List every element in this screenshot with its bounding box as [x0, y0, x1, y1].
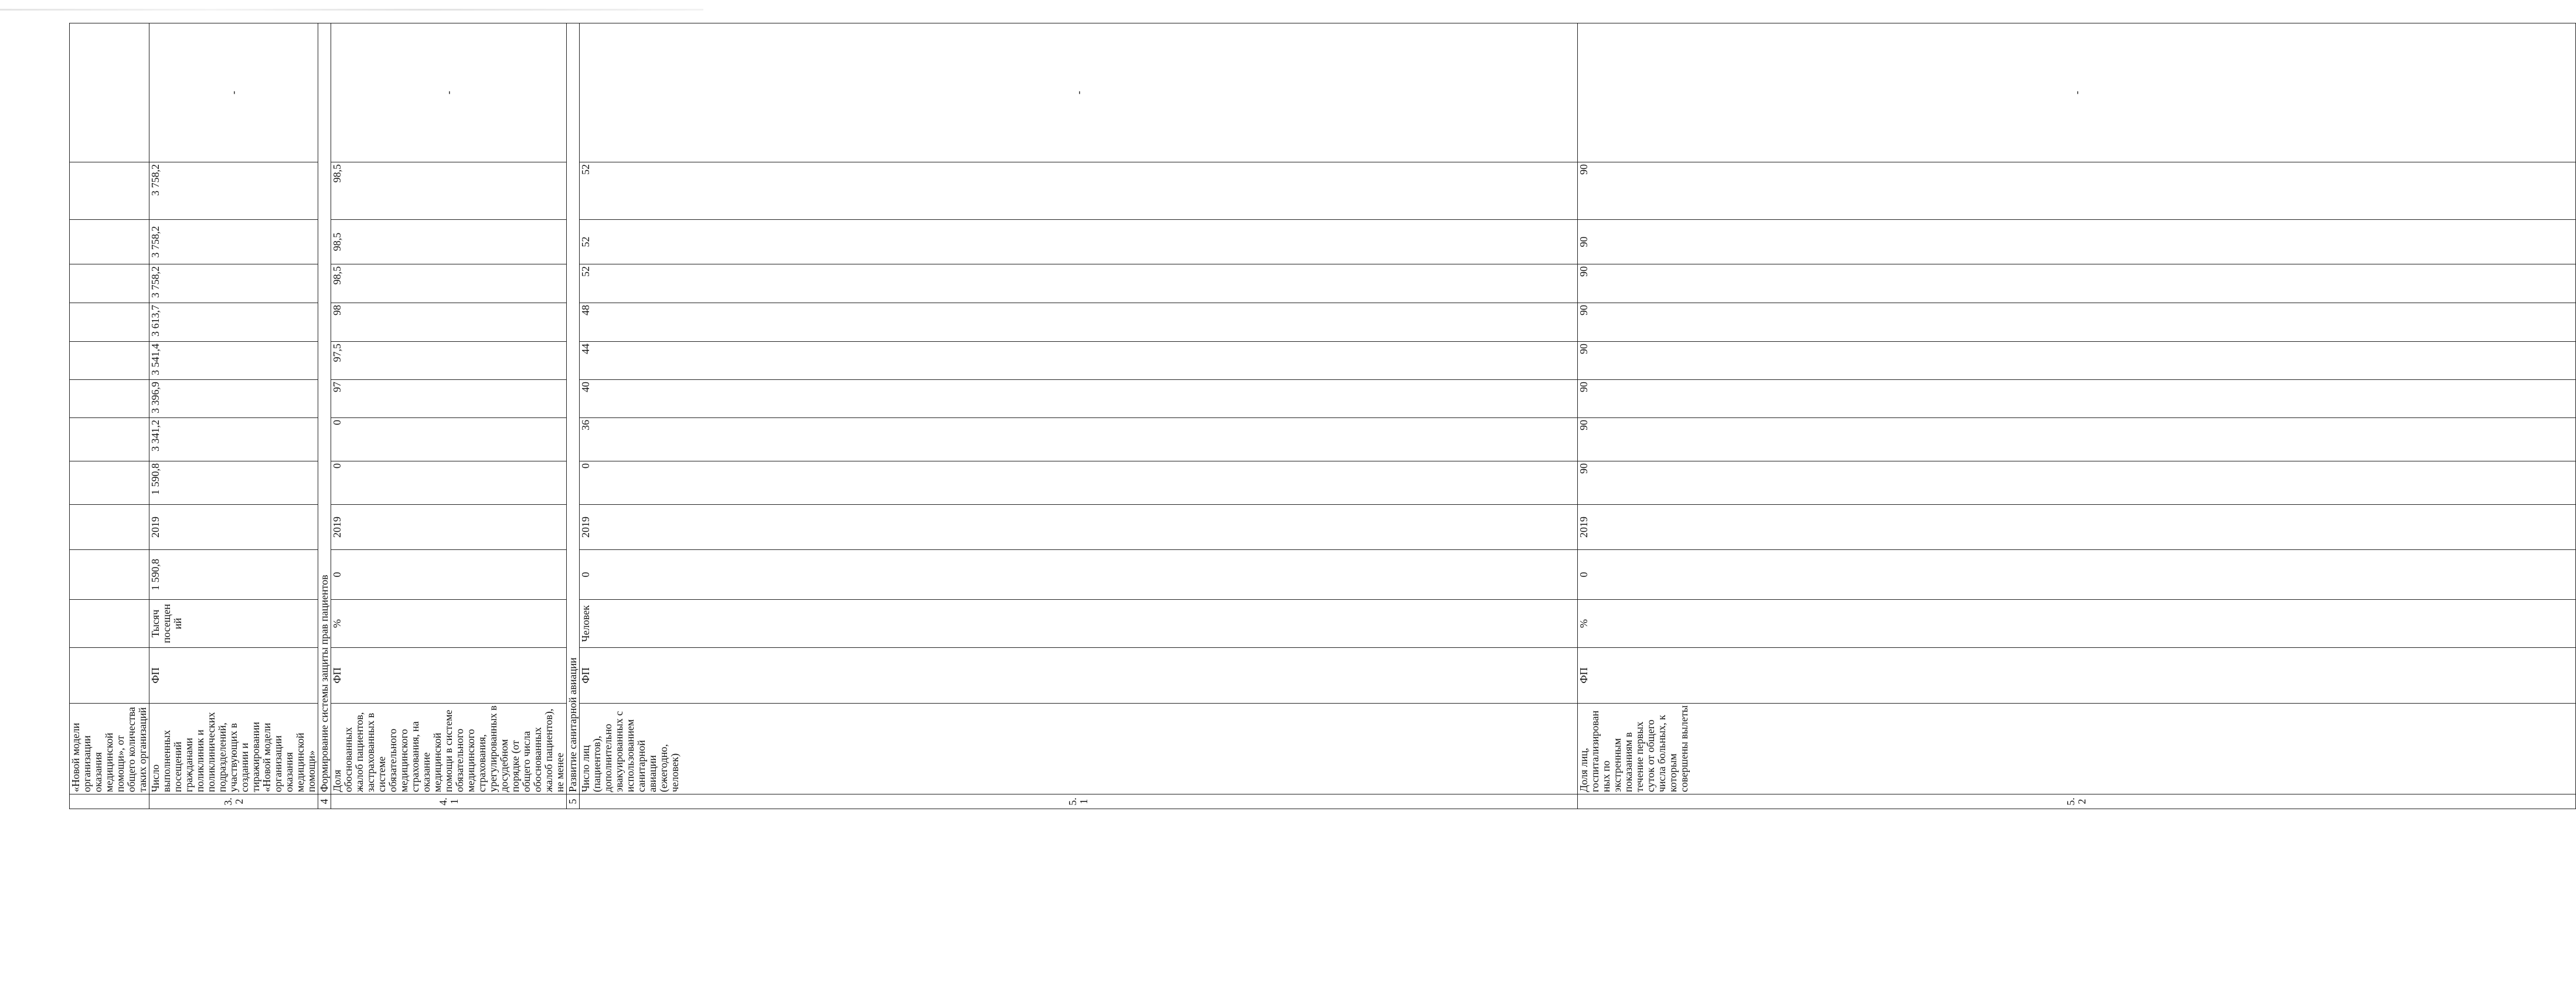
year-value: [70, 380, 149, 418]
year-value: 90: [1578, 461, 2576, 505]
year-value: 90: [1578, 380, 2576, 418]
year-value: 48: [580, 303, 1578, 342]
extra-value: -: [1578, 23, 2576, 162]
year-value: [70, 264, 149, 303]
year-value: [70, 162, 149, 220]
indicator-name: Доля обоснованных жалоб пациентов, застрахованных в системе обязательного медицинского страхования, на оказание медицинской помощи в системе обязательного медицинского страхования, урегулированных в досудебном порядке (от общего числа обоснованных жалоб пациентов), не менее: [331, 704, 567, 794]
unit: [70, 600, 149, 648]
year-value: 3 758,2: [149, 264, 318, 303]
year-value: 98,5: [331, 264, 567, 303]
year-value: [70, 303, 149, 342]
base-year: 2019: [331, 505, 567, 550]
year-value: 1 590,8: [149, 461, 318, 505]
indicator-type: ФП: [331, 648, 567, 704]
section-title: Развитие санитарной авиации: [567, 23, 580, 794]
indicators-table: [69, 23, 2576, 809]
year-value: 3 541,4: [149, 342, 318, 380]
extra-value: -: [331, 23, 567, 162]
year-value: 40: [580, 380, 1578, 418]
year-value: 90: [1578, 342, 2576, 380]
base-value: [70, 550, 149, 600]
table-row: [70, 23, 149, 809]
base-year: 2019: [1578, 505, 2576, 550]
year-value: 3 758,2: [149, 162, 318, 220]
year-value: 0: [331, 461, 567, 505]
year-value: [70, 461, 149, 505]
year-value: 97: [331, 380, 567, 418]
section-title: Формирование системы защиты прав пациентов: [318, 23, 331, 794]
extra-value: -: [149, 23, 318, 162]
year-value: 44: [580, 342, 1578, 380]
section-row: [318, 23, 331, 809]
year-value: 3 613,7: [149, 303, 318, 342]
year-value: 90: [1578, 264, 2576, 303]
year-value: 98,5: [331, 220, 567, 264]
year-value: 90: [1578, 303, 2576, 342]
table-row: [149, 23, 318, 809]
table-row: [331, 23, 567, 809]
year-value: 98: [331, 303, 567, 342]
year-value: [70, 342, 149, 380]
extra-value: -: [580, 23, 1578, 162]
year-value: 97,5: [331, 342, 567, 380]
base-year: [70, 505, 149, 550]
indicator-type: ФП: [1578, 648, 2576, 704]
year-value: 0: [331, 418, 567, 461]
rotated-table-container: [69, 47, 2088, 809]
indicator-type: [70, 648, 149, 704]
year-value: 52: [580, 220, 1578, 264]
base-year: 2019: [149, 505, 318, 550]
base-value: 0: [331, 550, 567, 600]
row-number: 3.2: [149, 794, 318, 809]
unit: %: [1578, 600, 2576, 648]
unit: %: [331, 600, 567, 648]
indicator-type: ФП: [149, 648, 318, 704]
section-number: 5: [567, 794, 580, 809]
row-number: 5.2: [1578, 794, 2576, 809]
unit: Человек: [580, 600, 1578, 648]
indicator-name: Число лиц (пациентов), дополнительно эвакуированных с использованием санитарной авиации (ежегодно, человек): [580, 704, 1578, 794]
indicator-type: ФП: [580, 648, 1578, 704]
unit: Тысяч посещений: [149, 600, 318, 648]
row-number: [70, 794, 149, 809]
row-number: 5.1: [580, 794, 1578, 809]
table-row: [1578, 23, 2576, 809]
year-value: 52: [580, 162, 1578, 220]
indicator-name: Доля лиц, госпитализированных по экстренным показаниям в течение первых суток от общего числа больных, к которым совершены вылеты: [1578, 704, 2576, 794]
year-value: [70, 418, 149, 461]
year-value: 90: [1578, 162, 2576, 220]
base-value: 0: [580, 550, 1578, 600]
year-value: 0: [580, 461, 1578, 505]
row-number: 4.1: [331, 794, 567, 809]
year-value: 98,5: [331, 162, 567, 220]
base-value: 0: [1578, 550, 2576, 600]
indicator-name: «Новой модели организации оказания медицинской помощи», от общего количества таких организаций: [70, 704, 149, 794]
base-year: 2019: [580, 505, 1578, 550]
year-value: [70, 220, 149, 264]
year-value: 3 396,9: [149, 380, 318, 418]
base-value: 1 590,8: [149, 550, 318, 600]
year-value: 52: [580, 264, 1578, 303]
indicator-name: Число выполненных посещений гражданами поликлиник и поликлинических подразделений, участвующих в создании и тиражировании «Новой модели организации оказания медицинской помощи»: [149, 704, 318, 794]
year-value: 3 341,2: [149, 418, 318, 461]
year-value: 90: [1578, 418, 2576, 461]
year-value: 36: [580, 418, 1578, 461]
extra-value: [70, 23, 149, 162]
scan-artifact-line: [0, 9, 703, 11]
section-row: [567, 23, 580, 809]
year-value: 90: [1578, 220, 2576, 264]
table-row: [580, 23, 1578, 809]
year-value: 3 758,2: [149, 220, 318, 264]
section-number: 4: [318, 794, 331, 809]
